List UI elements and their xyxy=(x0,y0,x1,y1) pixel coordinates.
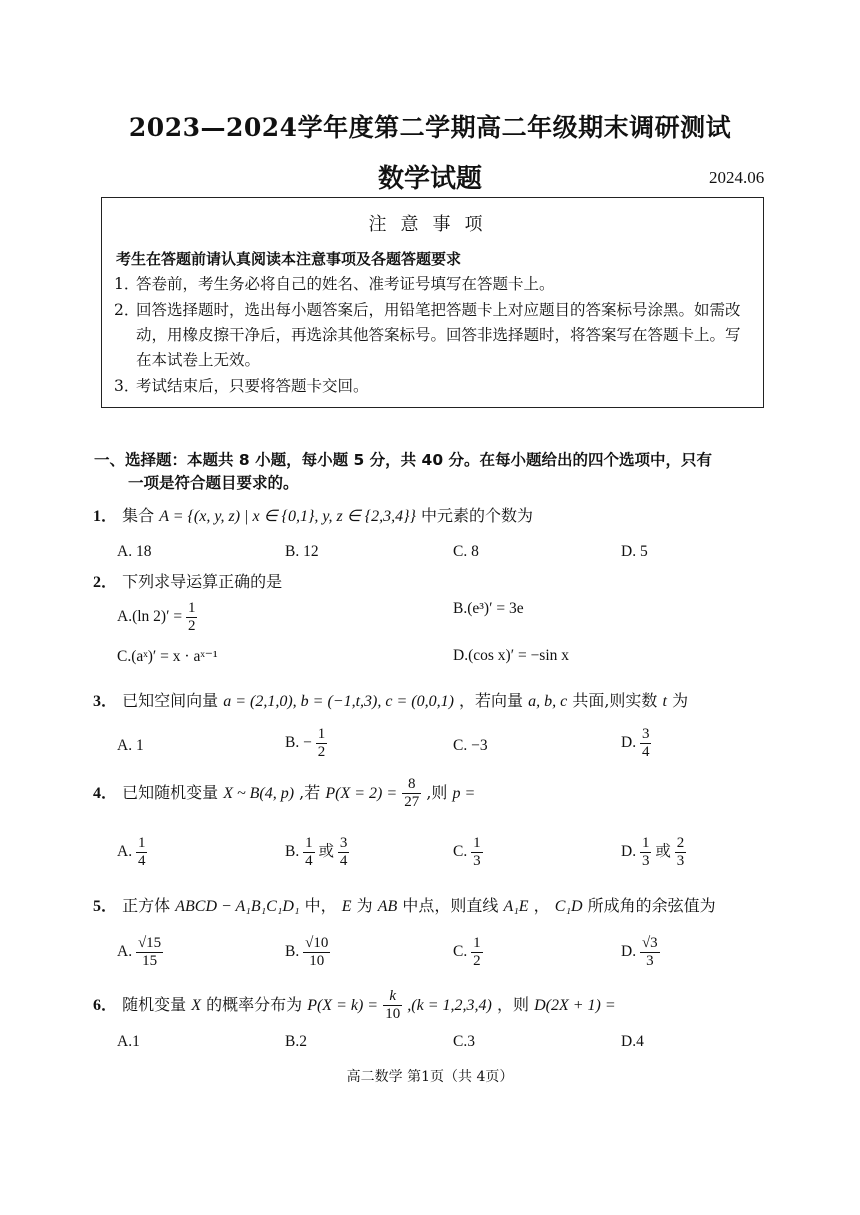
question-text: ,若 xyxy=(299,783,321,802)
option-label: D. xyxy=(453,647,469,664)
fraction: $\frac{k}{10}$ xyxy=(385,988,401,1022)
distribution-expression: X ~ B(4, p) xyxy=(223,785,295,802)
question-text: 为 xyxy=(356,896,373,915)
option-c xyxy=(453,835,483,870)
option-d xyxy=(621,935,660,970)
question-text: 正方体 xyxy=(122,896,171,915)
question-number: 1 xyxy=(93,508,101,525)
fraction: $\frac{√3}{3}$ xyxy=(641,935,658,969)
option-b: B.2 xyxy=(285,1033,307,1050)
section-heading xyxy=(94,449,784,495)
option-d: D. 5 xyxy=(621,543,648,560)
option-d: D.4 xyxy=(621,1033,644,1050)
option-b: B. 12 xyxy=(285,543,319,560)
fraction: $\frac{8}{27}$ xyxy=(404,776,420,810)
option-label: C. xyxy=(453,843,468,861)
page-footer: 高二数学 第1页（共 4页） xyxy=(346,1069,514,1085)
fraction: $\frac{1}{4}$ xyxy=(137,835,146,869)
option-d xyxy=(453,647,569,665)
option-c xyxy=(453,935,483,970)
option-label: C. xyxy=(453,943,468,961)
notice-subtitle: 考生在答题前请认真阅读本注意事项及各题答题要求 xyxy=(116,250,462,268)
question-6: 6． 随机变量 X 的概率分布为 P(X = k) = $\frac{k}{10}$ ,(k = 1,2,3,4) ，则 D(2X + 1) = xyxy=(93,988,616,1022)
notice-item-text: 答卷前，考生务必将自己的姓名、准考证号填写在答题卡上。 xyxy=(136,275,555,293)
section-heading-line2: 一项是符合题目要求的。 xyxy=(128,474,299,492)
option-label: D. xyxy=(621,843,637,861)
option-label: B. − xyxy=(285,734,312,752)
question-text: 中点，则直线 xyxy=(402,896,499,915)
or-text: 或 xyxy=(655,843,671,861)
notice-title: 注意事项 xyxy=(368,214,497,235)
notice-box xyxy=(101,197,764,408)
option-label: A. xyxy=(117,608,133,626)
option-d xyxy=(621,726,651,761)
option-a: A. 1 xyxy=(117,737,144,754)
option-a xyxy=(117,600,197,635)
fraction: $\frac{2}{3}$ xyxy=(676,835,685,869)
question-2: 2． 下列求导运算正确的是 xyxy=(93,572,283,591)
exam-date: 2024.06 xyxy=(709,168,765,187)
question-3: 3． 已知空间向量 a = (2,1,0), b = (−1,t,3), c = (0,0,1) ，若向量 a, b, c 共面,则实数 t 为 xyxy=(93,691,689,710)
segment: AB xyxy=(377,898,398,915)
probability-expression: P(X = k) = xyxy=(307,997,379,1014)
fraction: $\frac{1}{2}$ xyxy=(473,935,481,969)
vector-expression: a = (2,1,0), b = (−1,t,3), c = (0,0,1) xyxy=(223,693,454,710)
option-expression: (ln 2)′ = xyxy=(132,608,183,626)
option-a: A.1 xyxy=(117,1033,140,1050)
variable: X xyxy=(191,997,201,1014)
exam-subtitle: 数学试题 xyxy=(377,164,482,194)
set-expression: A = {(x, y, z) | x ∈ {0,1}, y, z ∈ {2,3,4}} xyxy=(159,508,416,525)
option-c: C.3 xyxy=(453,1033,475,1050)
cube-expression: ABCD − A₁B₁C₁D₁ xyxy=(175,898,300,915)
option-label: B. xyxy=(453,600,468,617)
option-c: C. 8 xyxy=(453,543,479,560)
question-text: ， xyxy=(533,896,550,915)
notice-item-text: 考试结束后，只要将答题卡交回。 xyxy=(136,377,369,395)
question-number: 3 xyxy=(93,693,101,710)
question-text: 已知空间向量 xyxy=(122,691,219,710)
fraction: $\frac{√15}{15}$ xyxy=(137,935,162,969)
question-5: 5． 正方体 ABCD − A₁B₁C₁D₁ 中， E 为 AB 中点，则直线 A₁E ， C₁D 所成角的余弦值为 xyxy=(93,896,716,915)
target-expression: D(2X + 1) = xyxy=(534,997,616,1014)
or-text: 或 xyxy=(318,843,334,861)
question-text: ，若向量 xyxy=(459,691,524,710)
fraction: $\frac{1}{2}$ xyxy=(187,600,196,634)
option-c xyxy=(117,647,218,666)
question-text: 集合 xyxy=(122,506,155,525)
condition: ,(k = 1,2,3,4) xyxy=(407,997,492,1014)
question-text: 所成角的余弦值为 xyxy=(587,896,716,915)
option-expression: (aˣ)′ = x · aˣ⁻¹ xyxy=(131,648,218,665)
option-label: D. xyxy=(621,943,637,961)
option-d xyxy=(621,835,686,870)
question-number: 6 xyxy=(93,997,101,1014)
option-label: B. xyxy=(285,943,300,961)
notice-item xyxy=(114,272,754,297)
notice-item-number: 1． xyxy=(114,275,140,293)
section-heading-line1: 一、选择题：本题共 8 小题，每小题 5 分，共 40 分。在每小题给出的四个选项中，只有 xyxy=(94,451,713,469)
question-1: 1． 集合 A = {(x, y, z) | x ∈ {0,1}, y, z ∈ {2,3,4}} 中元素的个数为 xyxy=(93,506,534,525)
option-b xyxy=(285,726,327,761)
notice-item-text: 回答选择题时，选出每小题答案后，用铅笔把答题卡上对应题目的答案标号涂黑。如需改动，用橡皮擦干净后，再选涂其他答案标号。回答非选择题时，将答案写在答题卡上。写在本试卷上无效。 xyxy=(136,301,741,369)
notice-item-number: 3． xyxy=(114,377,140,395)
question-number: 5 xyxy=(93,898,101,915)
question-text: 为 xyxy=(672,691,689,710)
question-4: 4． 已知随机变量 X ~ B(4, p) ,若 P(X = 2) = $\frac{8}{27}$ ,则 p = xyxy=(93,776,476,810)
question-text: 中， xyxy=(304,896,337,915)
question-text: 随机变量 xyxy=(122,995,187,1014)
question-text: 共面,则实数 xyxy=(572,691,658,710)
option-label: B. xyxy=(285,843,300,861)
option-c: C. −3 xyxy=(453,737,488,754)
notice-item-number: 2． xyxy=(114,301,140,319)
option-label: A. xyxy=(117,943,133,961)
probability-expression: P(X = 2) = xyxy=(325,785,398,802)
question-text: 的概率分布为 xyxy=(206,995,303,1014)
option-b xyxy=(453,600,524,618)
fraction: $\frac{1}{2}$ xyxy=(317,726,326,760)
exam-title: 2023—2024学年度第二学期高二年级期末调研测试 xyxy=(128,113,732,142)
fraction: $\frac{1}{3}$ xyxy=(641,835,650,869)
vector-list: a, b, c xyxy=(528,693,568,710)
fraction: $\frac{1}{3}$ xyxy=(473,835,481,869)
question-text: 已知随机变量 xyxy=(122,783,219,802)
fraction: $\frac{3}{4}$ xyxy=(339,835,348,869)
fraction: $\frac{1}{4}$ xyxy=(305,835,313,869)
question-text: 中元素的个数为 xyxy=(421,506,534,525)
fraction: $\frac{3}{4}$ xyxy=(641,726,650,760)
question-text: ,则 xyxy=(426,783,448,802)
line: A₁E xyxy=(503,898,529,915)
option-label: A. xyxy=(117,843,133,861)
question-text: 下列求导运算正确的是 xyxy=(122,572,283,591)
option-expression: (cos x)′ = −sin x xyxy=(468,647,570,664)
fraction: $\frac{√10}{10}$ xyxy=(305,935,329,969)
option-a: A. 18 xyxy=(117,543,152,560)
line: C₁D xyxy=(554,898,583,915)
option-label: D. xyxy=(621,734,637,752)
variable: p = xyxy=(452,785,476,802)
option-b xyxy=(285,835,349,870)
option-a xyxy=(117,835,147,870)
question-text: ，则 xyxy=(496,995,529,1014)
question-number: 2 xyxy=(93,574,101,591)
option-b xyxy=(285,935,330,970)
question-number: 4 xyxy=(93,785,101,802)
option-label: C. xyxy=(117,648,132,665)
option-a xyxy=(117,935,163,970)
notice-item xyxy=(114,374,754,399)
notice-item xyxy=(114,298,754,373)
option-expression: (e³)′ = 3e xyxy=(467,600,524,617)
variable: t xyxy=(662,693,667,710)
point: E xyxy=(341,898,352,915)
